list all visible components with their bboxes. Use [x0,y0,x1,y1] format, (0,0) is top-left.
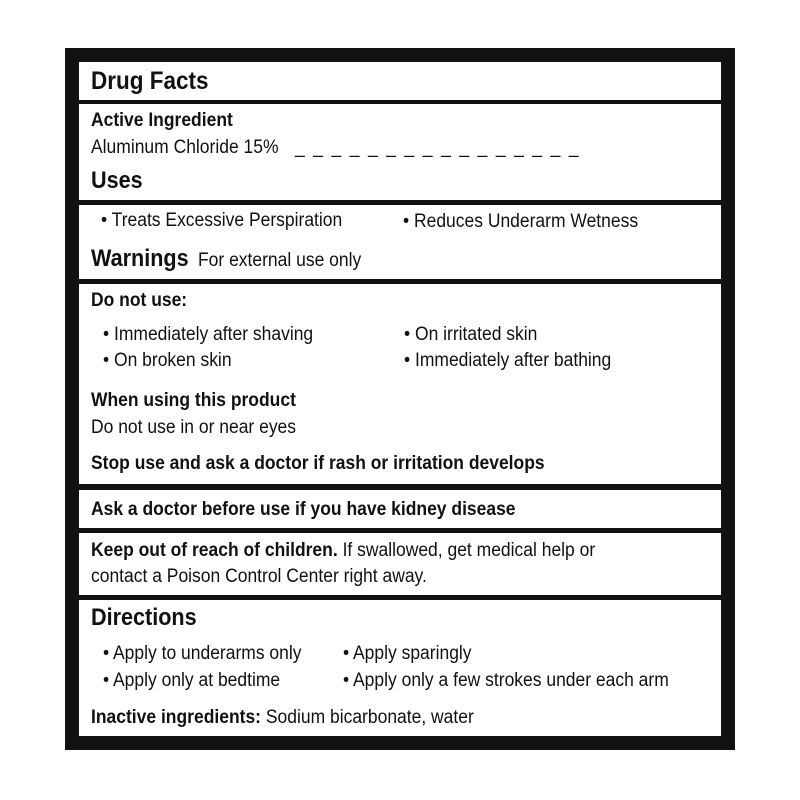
directions-heading: Directions [91,604,197,631]
keep-out-text-2: contact a Poison Control Center right away. [91,566,427,587]
when-using-text: Do not use in or near eyes [91,417,297,438]
active-ingredient-section [79,104,721,200]
keep-out-section [79,533,721,595]
ask-doctor-text: Ask a doctor before use if you have kidney disease [91,499,516,520]
directions-section [79,600,721,736]
direction-item: • Apply sparingly [343,643,472,664]
do-not-use-heading: Do not use: [91,290,188,311]
stop-use-text: Stop use and ask a doctor if rash or irritation develops [91,453,545,474]
uses-heading: Uses [91,167,143,194]
do-not-use-item: • On irritated skin [404,324,538,345]
use-item: • Treats Excessive Perspiration [101,210,343,231]
active-ingredient-heading: Active Ingredient [91,110,233,131]
do-not-use-item: • Immediately after shaving [103,324,314,345]
do-not-use-section [79,284,721,484]
direction-item: • Apply only at bedtime [103,670,281,691]
dashes-line: _ _ _ _ _ _ _ _ _ _ _ _ _ _ _ _ [295,137,581,158]
direction-item: • Apply to underarms only [103,643,302,664]
warnings-note: For external use only [197,250,362,271]
page-title: Drug Facts [91,67,209,95]
do-not-use-item: • On broken skin [103,350,232,371]
inactive-ingredients-text: Sodium bicarbonate, water [265,707,474,728]
title-section [79,62,721,100]
direction-item: • Apply only a few strokes under each arm [343,670,669,691]
when-using-heading: When using this product [91,390,296,411]
drug-facts-label [65,48,735,750]
inactive-ingredients-heading: Inactive ingredients: [91,707,261,728]
do-not-use-item: • Immediately after bathing [404,350,612,371]
uses-section [79,205,721,279]
active-ingredient-value: Aluminum Chloride 15% [91,137,279,158]
ask-doctor-section [79,490,721,528]
keep-out-text: If swallowed, get medical help or [342,540,596,561]
keep-out-heading: Keep out of reach of children. [91,540,338,561]
warnings-heading: Warnings [91,245,189,272]
use-item: • Reduces Underarm Wetness [403,211,639,232]
